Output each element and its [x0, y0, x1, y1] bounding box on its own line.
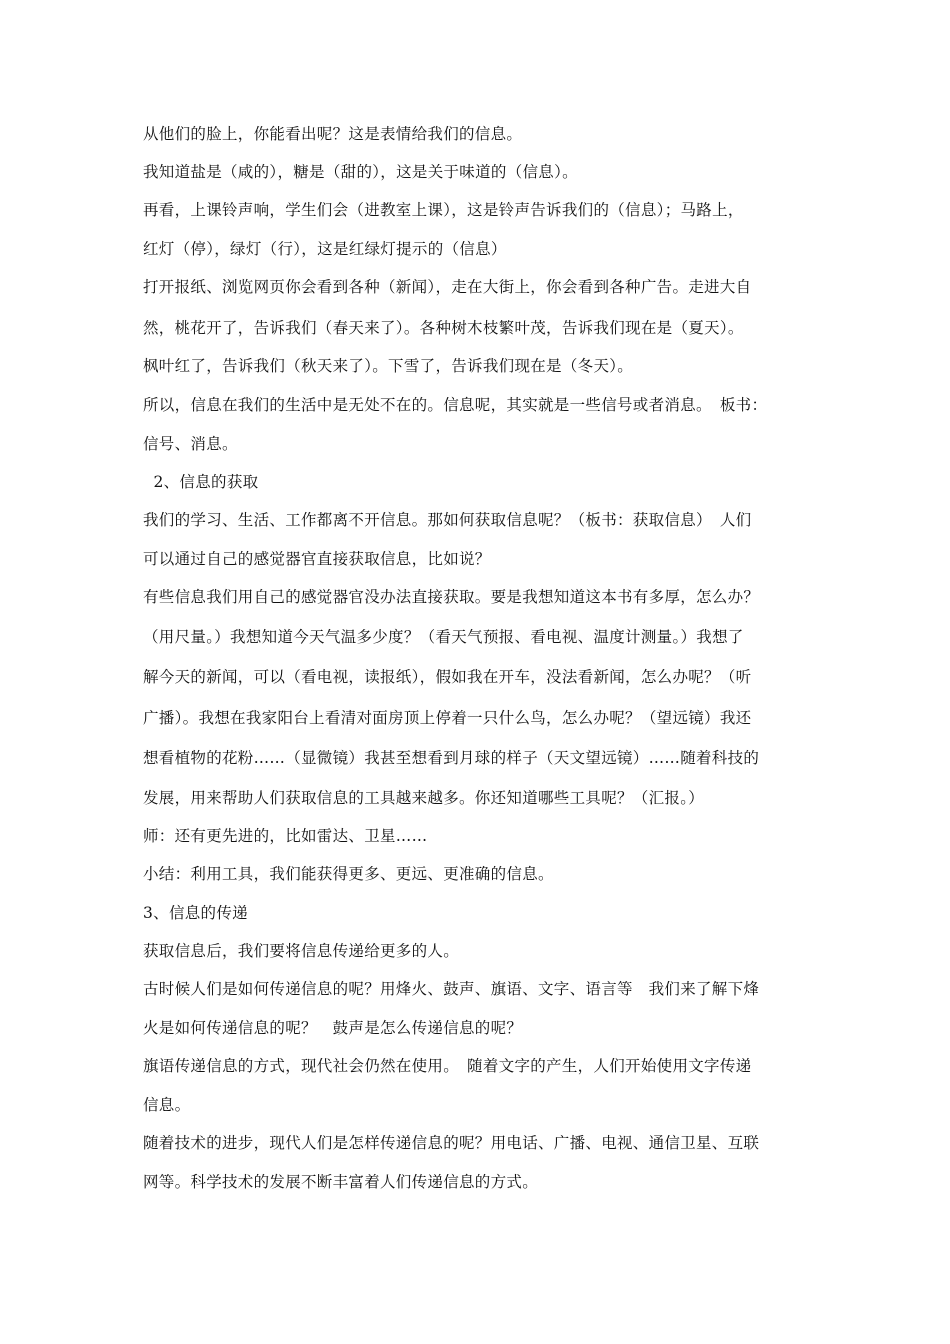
paragraph-line: 古时候人们是如何传递信息的呢？用烽火、鼓声、旗语、文字、语言等 我们来了解下烽 — [143, 980, 760, 998]
paragraph-line: 从他们的脸上，你能看出呢？这是表情给我们的信息。 — [143, 125, 523, 143]
paragraph-line: 获取信息后，我们要将信息传递给更多的人。 — [143, 942, 460, 960]
paragraph-line: （用尺量。）我想知道今天气温多少度？（看天气预报、看电视、温度计测量。）我想了 — [143, 628, 744, 646]
paragraph-line: 解今天的新闻，可以（看电视，读报纸），假如我在开车，没法看新闻，怎么办呢？（听 — [143, 668, 752, 686]
paragraph-line: 小结：利用工具，我们能获得更多、更远、更准确的信息。 — [143, 865, 554, 883]
paragraph-line: 可以通过自己的感觉器官直接获取信息，比如说？ — [143, 550, 491, 568]
paragraph-line: 再看，上课铃声响，学生们会（进教室上课），这是铃声告诉我们的（信息）；马路上， — [143, 201, 744, 219]
paragraph-line: 信息。 — [143, 1096, 191, 1114]
paragraph-line: 我知道盐是（咸的），糖是（甜的），这是关于味道的（信息）。 — [143, 163, 578, 181]
paragraph-line: 信号、消息。 — [143, 435, 238, 453]
paragraph-line: 所以，信息在我们的生活中是无处不在的。信息呢，其实就是一些信号或者消息。 板书： — [143, 396, 768, 414]
paragraph-line: 打开报纸、浏览网页你会看到各种（新闻），走在大街上，你会看到各种广告。走进大自 — [143, 278, 752, 296]
paragraph-line: 枫叶红了，告诉我们（秋天来了）。下雪了，告诉我们现在是（冬天）。 — [143, 357, 634, 375]
section-heading: 2、信息的获取 — [143, 473, 259, 491]
paragraph-line: 想看植物的花粉……（显微镜）我甚至想看到月球的样子（天文望远镜）……随着科技的 — [143, 749, 760, 767]
paragraph-line: 红灯（停），绿灯（行），这是红绿灯提示的（信息） — [143, 240, 507, 258]
paragraph-line: 我们的学习、生活、工作都离不开信息。那如何获取信息呢？（板书：获取信息） 人们 — [143, 511, 752, 529]
paragraph-line: 发展，用来帮助人们获取信息的工具越来越多。你还知道哪些工具呢？（汇报。） — [143, 789, 705, 807]
paragraph-line: 旗语传递信息的方式，现代社会仍然在使用。 随着文字的产生，人们开始使用文字传递 — [143, 1057, 752, 1075]
paragraph-line: 网等。科学技术的发展不断丰富着人们传递信息的方式。 — [143, 1173, 539, 1191]
paragraph-line: 有些信息我们用自己的感觉器官没办法直接获取。要是我想知道这本书有多厚，怎么办？ — [143, 588, 760, 606]
paragraph-line: 师：还有更先进的，比如雷达、卫星…… — [143, 827, 428, 845]
paragraph-line: 随着技术的进步，现代人们是怎样传递信息的呢？用电话、广播、电视、通信卫星、互联 — [143, 1134, 760, 1152]
paragraph-line: 火是如何传递信息的呢？ 鼓声是怎么传递信息的呢？ — [143, 1019, 523, 1037]
section-heading: 3、信息的传递 — [143, 904, 248, 922]
paragraph-line: 广播）。我想在我家阳台上看清对面房顶上停着一只什么鸟，怎么办呢？（望远镜）我还 — [143, 709, 752, 727]
paragraph-line: 然，桃花开了，告诉我们（春天来了）。各种树木枝繁叶茂，告诉我们现在是（夏天）。 — [143, 319, 744, 337]
